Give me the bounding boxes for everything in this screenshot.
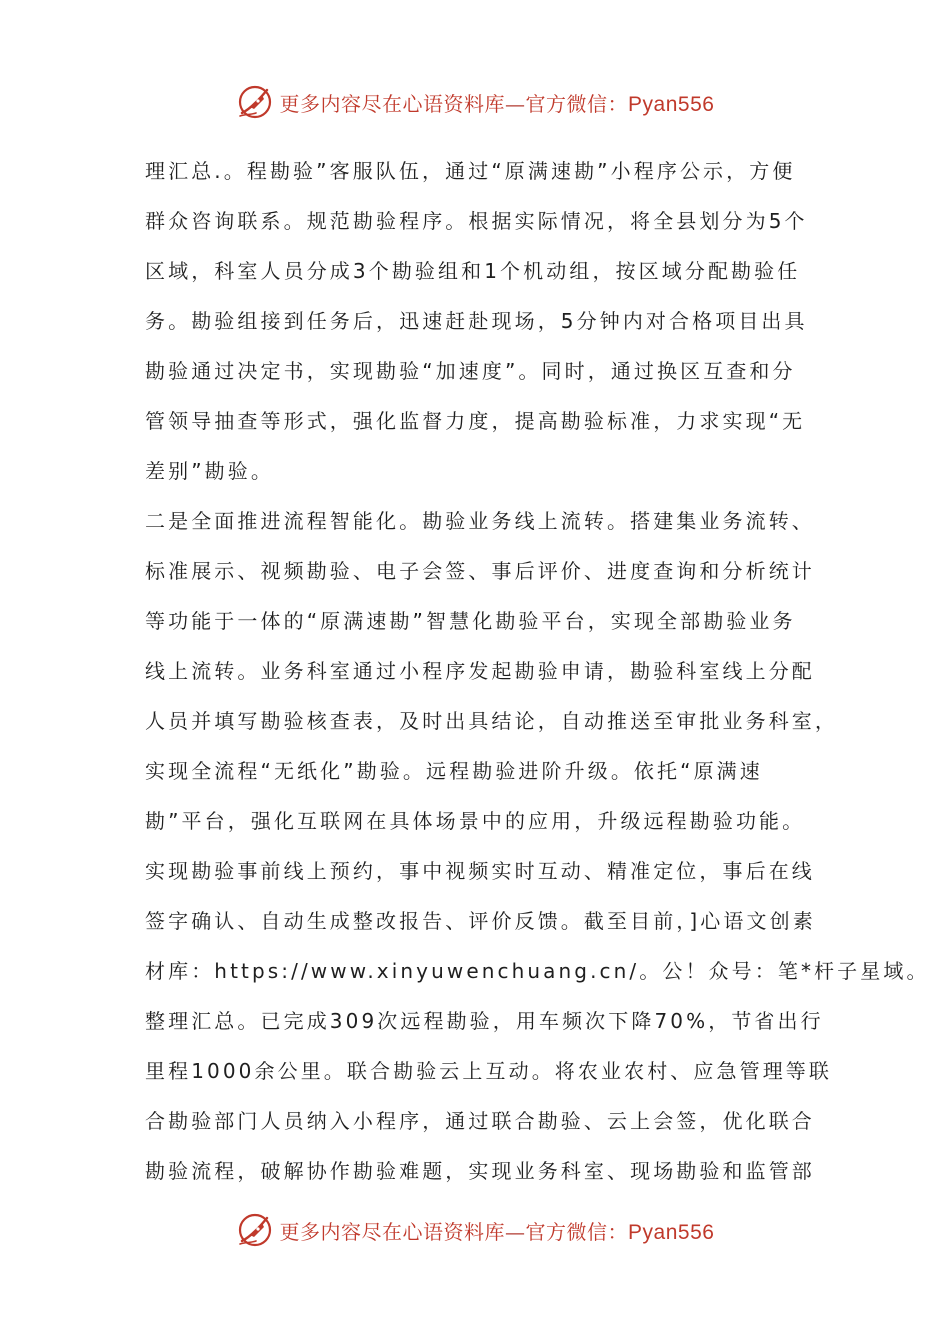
- body-line: 二是全面推进流程智能化。勘验业务线上流转。搭建集业务流转、: [145, 509, 815, 533]
- header-text: [280, 88, 715, 117]
- footer-banner: [0, 1208, 950, 1252]
- body-line: 合勘验部门人员纳入小程序，通过联合勘验、云上会签，优化联合: [145, 1109, 815, 1133]
- body-line: 人员并填写勘验核查表，及时出具结论，自动推送至审批业务科室，: [145, 709, 838, 733]
- footer-official: 官方微信：: [525, 1219, 629, 1244]
- pen-nib-icon: [236, 1211, 274, 1249]
- body-line: 实现全流程“无纸化”勘验。远程勘验进阶升级。依托“原满速: [145, 759, 763, 783]
- body-line: 等功能于一体的“原满速勘”智慧化勘验平台，实现全部勘验业务: [145, 609, 796, 633]
- footer-dash: —: [505, 1219, 526, 1244]
- header-wechat-id: Pyan556: [628, 92, 715, 116]
- header-official: 官方微信：: [525, 91, 629, 116]
- footer-text: [280, 1216, 715, 1245]
- body-line: 标准展示、视频勘验、电子会签、事后评价、进度查询和分析统计: [145, 559, 815, 583]
- body-line: 整理汇总。已完成309次远程勘验，用车频次下降70%，节省出行: [145, 1009, 824, 1033]
- body-line: 签字确认、自动生成整改报告、评价反馈。截至目前，]心语文创素: [145, 909, 816, 933]
- header-title: 更多内容尽在心语资料库: [279, 91, 506, 116]
- document-body: [145, 146, 930, 1196]
- pen-nib-icon: [236, 83, 274, 121]
- header-dash: —: [505, 91, 526, 116]
- body-line: 勘”平台，强化互联网在具体场景中的应用，升级远程勘验功能。: [145, 809, 806, 833]
- body-line: 务。勘验组接到任务后，迅速赶赴现场，5分钟内对合格项目出具: [145, 309, 808, 333]
- header-banner: [0, 80, 950, 124]
- body-line: 区域，科室人员分成3个勘验组和1个机动组，按区域分配勘验任: [145, 259, 801, 283]
- body-line: 理汇总.。程勘验”客服队伍，通过“原满速勘”小程序公示，方便: [145, 159, 796, 183]
- footer-title: 更多内容尽在心语资料库: [279, 1219, 506, 1244]
- body-line: 材库：https://www.xinyuwenchuang.cn/。公！众号：笔*杆子星域。: [145, 959, 930, 983]
- body-line: 群众咨询联系。规范勘验程序。根据实际情况，将全县划分为5个: [145, 209, 808, 233]
- body-line: 线上流转。业务科室通过小程序发起勘验申请，勘验科室线上分配: [145, 659, 815, 683]
- body-line: 实现勘验事前线上预约，事中视频实时互动、精准定位，事后在线: [145, 859, 815, 883]
- body-line: 勘验通过决定书，实现勘验“加速度”。同时，通过换区互查和分: [145, 359, 796, 383]
- footer-wechat-id: Pyan556: [628, 1220, 715, 1244]
- body-line: 差别”勘验。: [145, 459, 274, 483]
- body-line: 里程1000余公里。联合勘验云上互动。将农业农村、应急管理等联: [145, 1059, 832, 1083]
- body-line: 勘验流程，破解协作勘验难题，实现业务科室、现场勘验和监管部: [145, 1159, 815, 1183]
- body-line: 管领导抽查等形式，强化监督力度，提高勘验标准，力求实现“无: [145, 409, 806, 433]
